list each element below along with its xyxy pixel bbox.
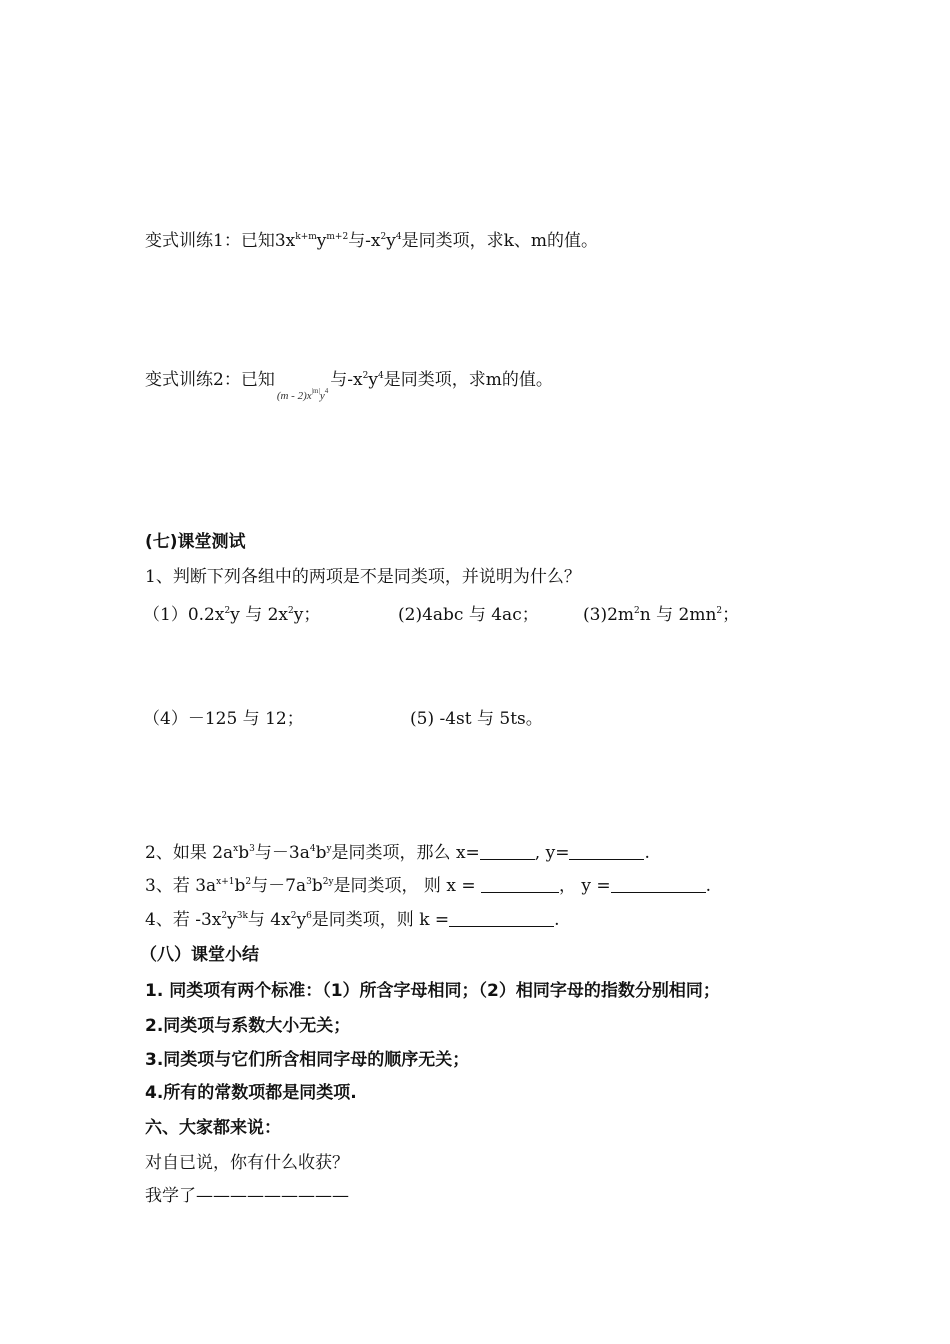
q1-text: 1、判断下列各组中的两项是不是同类项，并说明为什么？ [145,567,581,587]
answer-blank-k[interactable] [449,910,554,927]
formula-image: $(m - 2)x^{|m|}y^4$ [276,387,329,402]
variant2-line: 变式训练2：已知$(m - 2)x^{|m|}y^4$与$-x^2y^4$是同类项，求m的值。 [145,368,553,408]
q1-item-3: $(3)2m^2n$ 与 $2mn^2$； [583,605,740,625]
reflect-line: 对自已说，你有什么收获？ [145,1153,349,1173]
learned-line: 我学了————————— [145,1186,349,1206]
summary-item-2: 2.同类项与系数大小无关； [145,1016,351,1036]
q1-item-4: （4）－125 与 12； [143,709,304,729]
answer-blank-x[interactable] [480,843,535,860]
section8-title: （八）课堂小结 [140,945,259,965]
section6-title: 六、大家都来说： [145,1118,281,1138]
q4-line: 4、若 $-3x^2y^{3k}$与 $4x^2y^6$是同类项，则 k = . [145,910,560,930]
answer-blank-y[interactable] [611,876,706,893]
q3-line: 3、若 $3a^{x+1}b^2$与$-7a^3b^{2y}$是同类项， 则 x = ， y = . [145,876,712,896]
summary-item-4: 4.所有的常数项都是同类项. [145,1083,357,1103]
section7-title: (七)课堂测试 [145,532,246,552]
q2-line: 2、如果 $2a^xb^3$与$-3a^4b^y$是同类项，那么 x= , y= . [145,843,650,863]
q1-item-1: $(1)0.2x^2y$ 与 $2x^2y$； [143,605,321,625]
summary-item-3: 3.同类项与它们所含相同字母的顺序无关； [145,1050,470,1070]
q1-item-5: (5) -4st 与 5ts。 [410,709,543,729]
summary-item-1: 1. 同类项有两个标准：（1）所含字母相同；（2）相同字母的指数分别相同； [145,981,720,1001]
answer-blank-x[interactable] [481,876,559,893]
q1-item-2: (2)4abc 与 4ac； [398,605,539,625]
answer-blank-y[interactable] [569,843,644,860]
variant1-line: 变式训练1：已知$3x^{k+m}y^{m+2}$与$-x^2y^4$是同类项，求k、m的值。 [145,231,599,251]
